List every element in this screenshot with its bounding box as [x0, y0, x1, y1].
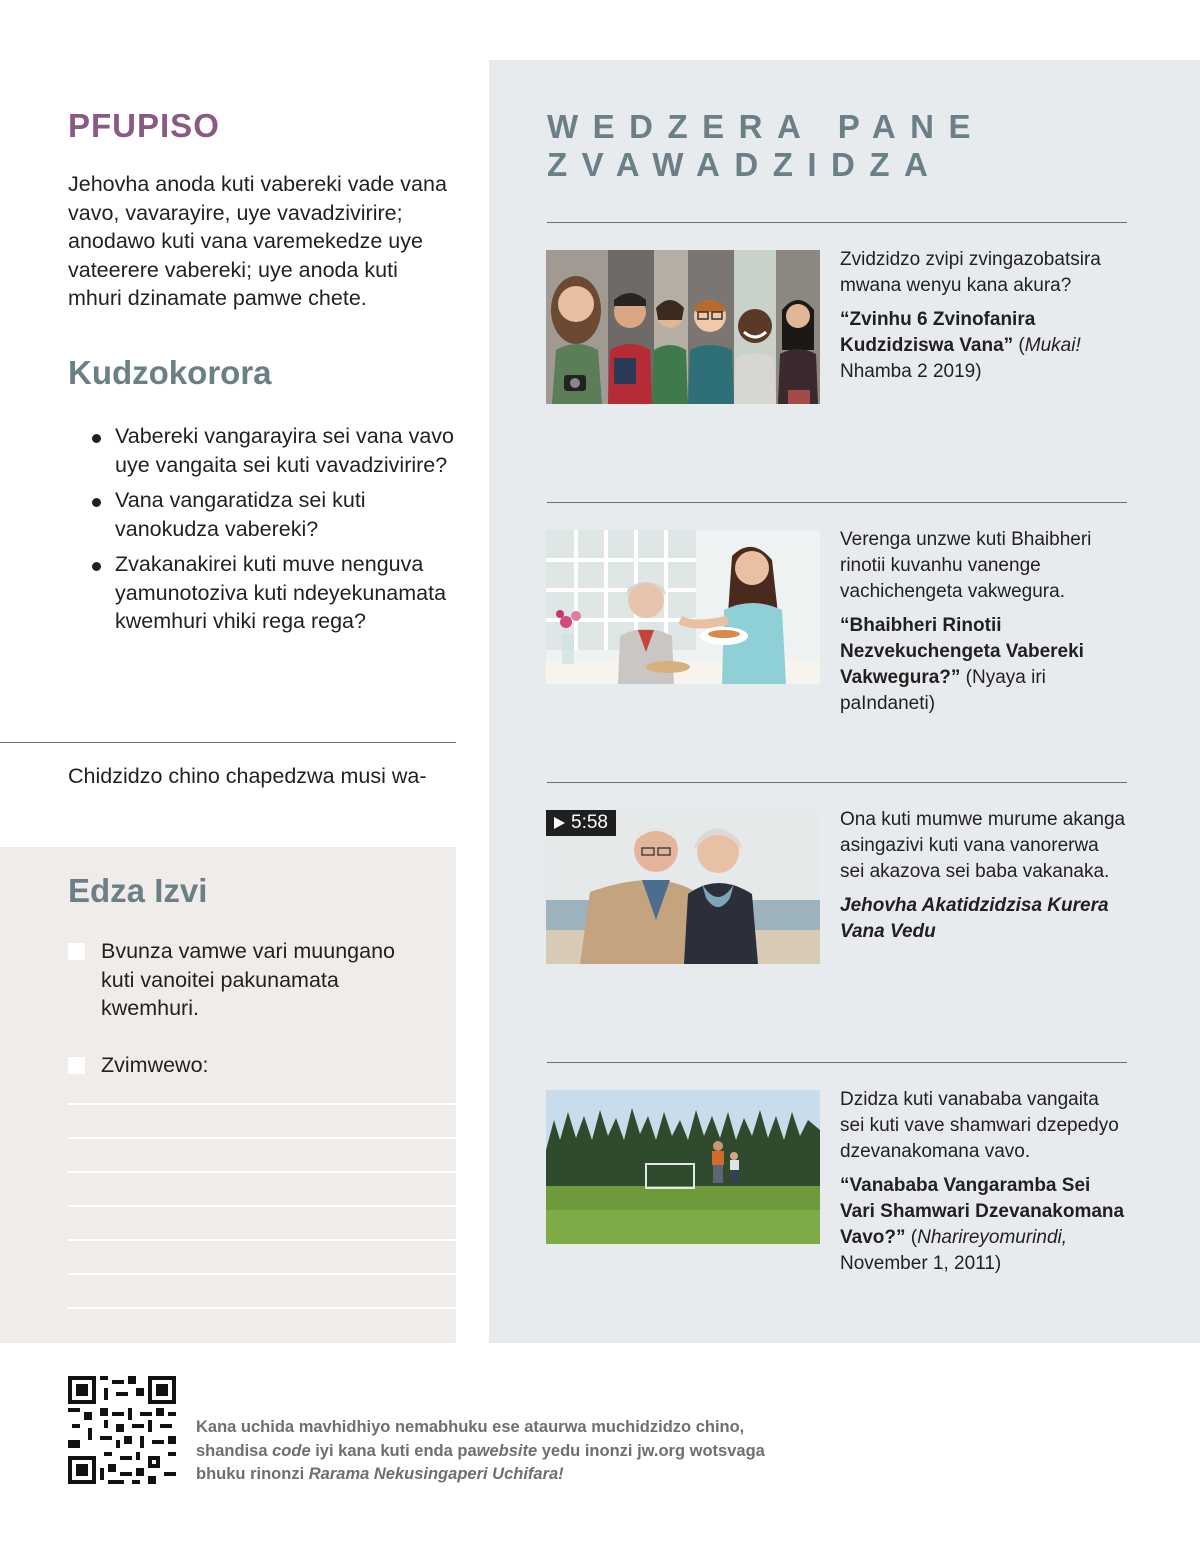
card-description: Zvidzidzo zvipi zvingazobatsira mwana wenyu kana akura? — [840, 249, 1101, 296]
summary-heading: PFUPISO — [68, 107, 220, 144]
checkbox-icon[interactable] — [68, 1057, 85, 1074]
checklist-item[interactable] — [68, 937, 421, 1023]
card-title[interactable]: “Vanababa Vangaramba Sei Vari Shamwari Dzevanakomana Vavo?” — [840, 1175, 1125, 1248]
review-list — [68, 422, 456, 636]
article-card — [840, 1087, 1126, 1277]
review-item: Vana vangaratidza sei kuti vanokudza vabereki? — [92, 486, 456, 543]
article-card — [840, 527, 1126, 717]
do-this-box — [0, 847, 456, 1343]
caring-for-elderly-image[interactable] — [546, 530, 820, 684]
card-link[interactable]: “Vanababa Vangaramba Sei Vari Shamwari Dzevanakomana Vavo?” (Nharireyomurindi, November 1, 2011) — [840, 1175, 1125, 1274]
learn-more-heading: WEDZERA PANE ZVAWADZIDZA — [547, 108, 985, 183]
summary-section — [68, 106, 456, 313]
review-heading: Kudzokorora — [68, 354, 272, 391]
publication-name: Nharireyomurindi, — [917, 1227, 1068, 1248]
article-card — [840, 247, 1126, 385]
writing-line[interactable] — [68, 1273, 456, 1275]
video-thumbnail[interactable] — [546, 810, 820, 964]
video-card — [840, 807, 1126, 945]
divider — [547, 782, 1127, 783]
checkbox-icon[interactable] — [68, 943, 85, 960]
do-this-heading: Edza Izvi — [68, 872, 208, 909]
card-title[interactable]: “Zvinhu 6 Zvinofanira Kudzidziswa Vana” — [840, 309, 1036, 356]
summary-text: Jehovha anoda kuti vabereki vade vana vavo, vavarayire, uye vavadzivirire; anodawo kuti vana varemekedze uye vateerere vabereki; uye anoda kuti mhuri dzinamate pamwe chete. — [68, 172, 447, 310]
writing-line[interactable] — [68, 1137, 456, 1139]
review-item: Zvakanakirei kuti muve nenguva yamunotoziva kuti ndeyekunamata kwemhuri vhiki rega rega? — [92, 550, 456, 636]
publication-name: Mukai! — [1024, 335, 1081, 356]
children-portraits-image[interactable] — [546, 250, 820, 404]
writing-line[interactable] — [68, 1205, 456, 1207]
divider — [547, 222, 1127, 223]
writing-line[interactable] — [68, 1307, 456, 1309]
writing-line[interactable] — [68, 1103, 456, 1105]
card-link[interactable]: “Bhaibheri Rinotii Nezvekuchengeta Vabereki Vakwegura?” (Nyaya iri paIndaneti) — [840, 615, 1084, 714]
completion-date-line: Chidzidzo chino chapedzwa musi wa- — [68, 764, 427, 788]
writing-line[interactable] — [68, 1239, 456, 1241]
card-link[interactable]: “Zvinhu 6 Zvinofanira Kudzidziswa Vana” (Mukai! Nhamba 2 2019) — [840, 309, 1081, 382]
checklist-item-label: Zvimwewo: — [101, 1053, 209, 1077]
card-title[interactable]: “Bhaibheri Rinotii Nezvekuchengeta Vabereki Vakwegura?” — [840, 615, 1084, 688]
checklist-item-label: Bvunza vamwe vari muungano kuti vanoitei pakunamata kwemhuri. — [101, 939, 395, 1020]
video-title[interactable]: Jehovha Akatidzidzisa Kurera Vana Vedu — [840, 895, 1109, 942]
footer-note: Kana uchida mavhidhiyo nemabhuku ese ataurwa muchidzidzo chino, shandisa code iyi kana kuti enda pawebsite yedu inonzi jw.org wotsvaga bhuku rinonzi Rarama Nekusingaperi Uchifara! — [196, 1418, 765, 1483]
video-duration-badge[interactable] — [546, 810, 616, 836]
play-icon[interactable] — [554, 817, 565, 829]
qr-code-icon[interactable] — [68, 1376, 176, 1484]
review-item: Vabereki vangarayira sei vana vavo uye vangaita sei kuti vavadzivirire? — [92, 422, 456, 479]
card-description: Verenga unzwe kuti Bhaibheri rinotii kuvanhu vanenge vachichengeta vakwegura. — [840, 529, 1092, 602]
book-title: Rarama Nekusingaperi Uchifara! — [308, 1465, 564, 1483]
father-son-field-image[interactable] — [546, 1090, 820, 1244]
divider — [0, 742, 456, 743]
divider — [547, 1062, 1127, 1063]
card-description: Dzidza kuti vanababa vangaita sei kuti vave shamwari dzepedyo dzevanakomana vavo. — [840, 1089, 1119, 1162]
review-section — [68, 352, 456, 643]
video-length: 5:58 — [571, 812, 608, 833]
divider — [547, 502, 1127, 503]
writing-line[interactable] — [68, 1171, 456, 1173]
checklist-item-other[interactable] — [68, 1051, 421, 1080]
card-description: Ona kuti mumwe murume akanga asingazivi kuti vana vanorerwa sei akazova sei baba vakanaka. — [840, 809, 1126, 882]
